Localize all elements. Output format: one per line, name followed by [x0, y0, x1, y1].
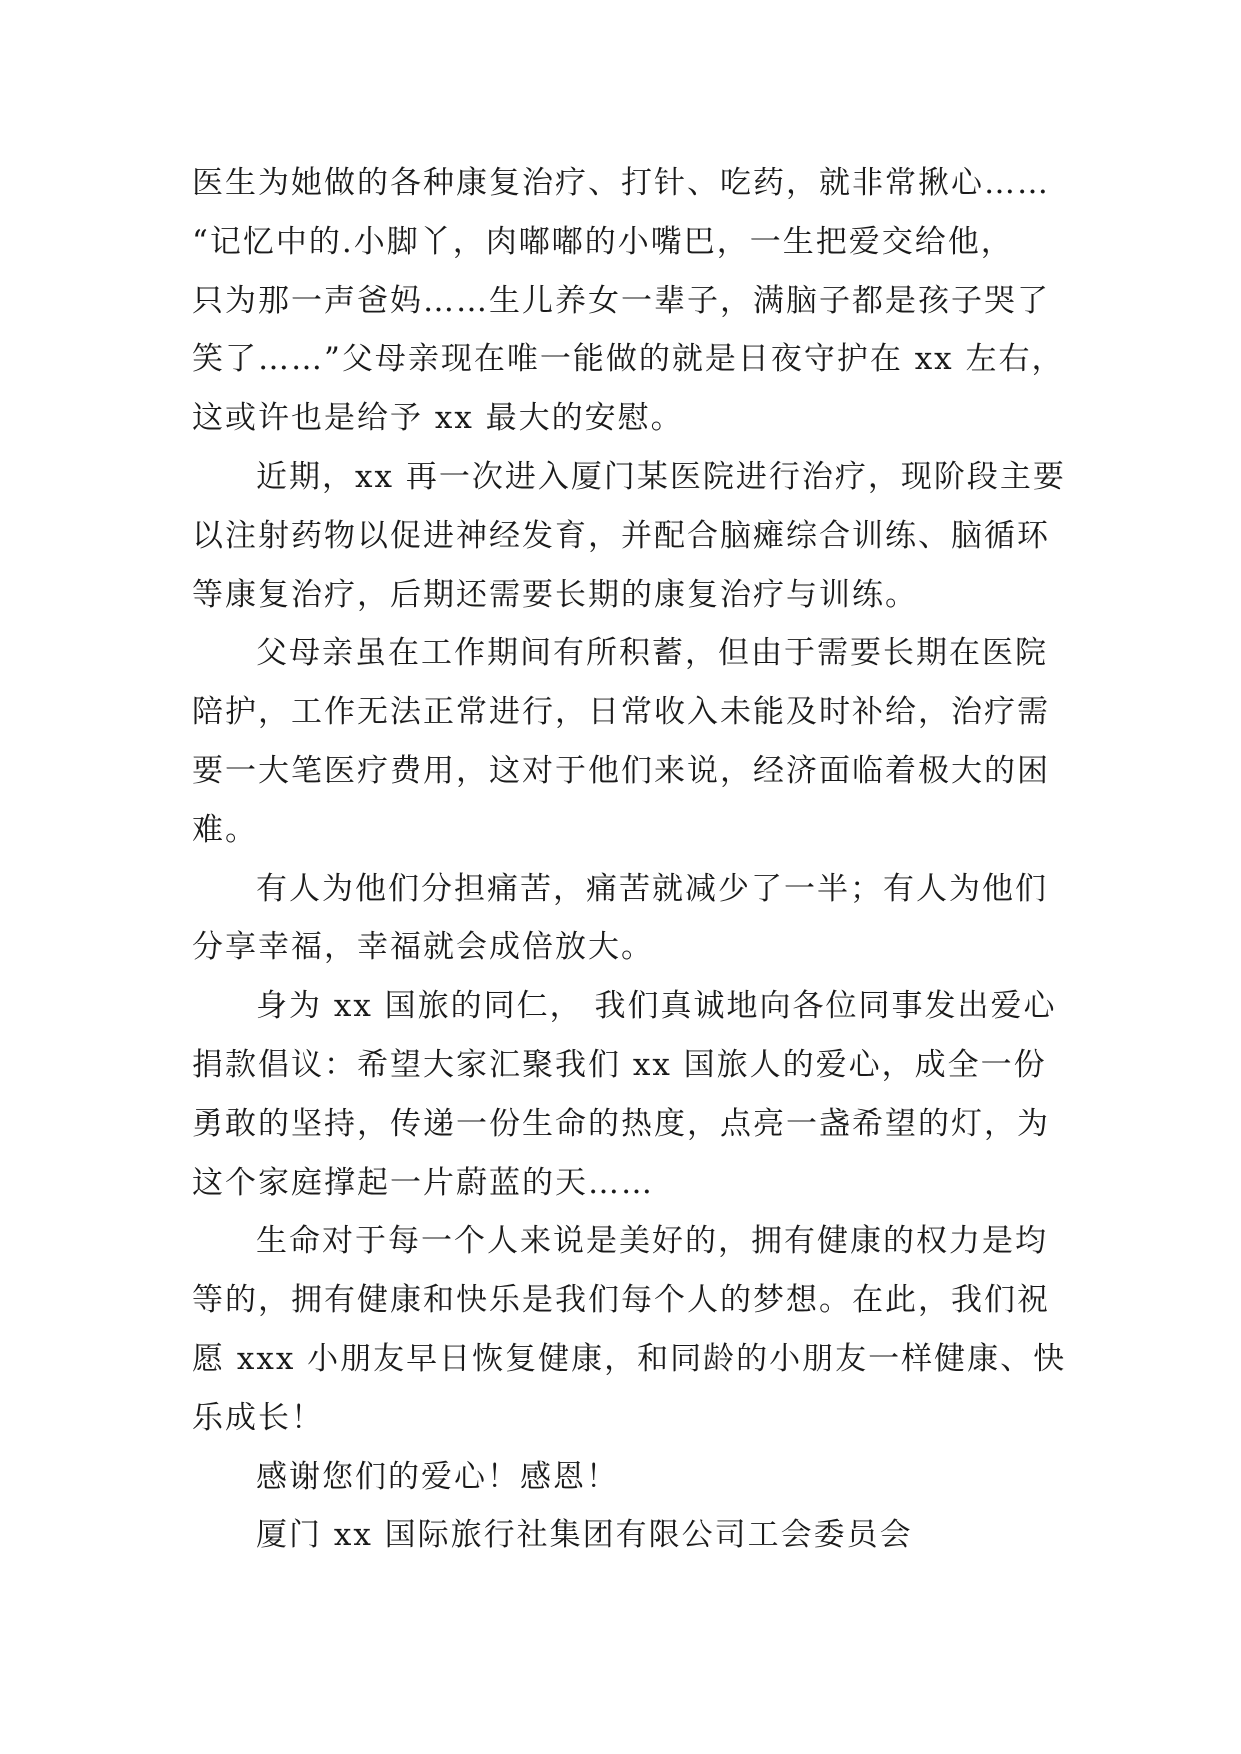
closing-thanks: 感谢您们的爱心！感恩！ [256, 1458, 619, 1495]
text-line: 勇敢的坚持，传递一份生命的热度，点亮一盏希望的灯，为 [192, 1105, 1050, 1142]
document-body [192, 154, 1072, 1565]
text-line: 愿 xxx 小朋友早日恢复健康，和同龄的小朋友一样健康、快 [192, 1340, 1067, 1377]
text-line: 要一大笔医疗费用，这对于他们来说，经济面临着极大的困 [192, 752, 1050, 789]
text-line: 陪护，工作无法正常进行，日常收入未能及时补给，治疗需 [192, 694, 1050, 731]
text-line: 以注射药物以促进神经发育，并配合脑瘫综合训练、脑循环 [192, 517, 1050, 554]
text-line: 难。 [192, 811, 258, 848]
signature-organization: 厦门 xx 国际旅行社集团有限公司工会委员会 [256, 1517, 913, 1554]
text-line: 医生为她做的各种康复治疗、打针、吃药，就非常揪心…… [192, 165, 1050, 201]
text-line: “记忆中的.小脚丫，肉嘟嘟的小嘴巴，一生把爱交给他， [192, 223, 1014, 260]
paragraph-start-line: 有人为他们分担痛苦，痛苦就减少了一半；有人为他们 [256, 870, 1048, 907]
text-line: 等的，拥有健康和快乐是我们每个人的梦想。在此，我们祝 [192, 1282, 1050, 1319]
paragraph-start-line: 近期，xx 再一次进入厦门某医院进行治疗，现阶段主要 [256, 458, 1066, 495]
paragraph-start-line: 身为 xx 国旅的同仁， 我们真诚地向各位同事发出爱心 [256, 988, 1057, 1025]
text-line: 分享幸福，幸福就会成倍放大。 [192, 929, 654, 966]
paragraph-start-line: 父母亲虽在工作期间有所积蓄，但由于需要长期在医院 [256, 635, 1048, 672]
text-line: 这或许也是给予 xx 最大的安慰。 [192, 400, 684, 437]
text-line: 等康复治疗，后期还需要长期的康复治疗与训练。 [192, 576, 918, 613]
text-line: 乐成长！ [192, 1399, 324, 1436]
text-line: 这个家庭撑起一片蔚蓝的天…… [192, 1164, 654, 1201]
paragraph-start-line: 生命对于每一个人来说是美好的，拥有健康的权力是均 [256, 1223, 1048, 1260]
text-line: 笑了……”父母亲现在唯一能做的就是日夜守护在 xx 左右， [192, 341, 1065, 378]
text-line: 捐款倡议：希望大家汇聚我们 xx 国旅人的爱心，成全一份 [192, 1046, 1047, 1083]
text-line: 只为那一声爸妈……生儿养女一辈子，满脑子都是孩子哭了 [192, 282, 1050, 319]
